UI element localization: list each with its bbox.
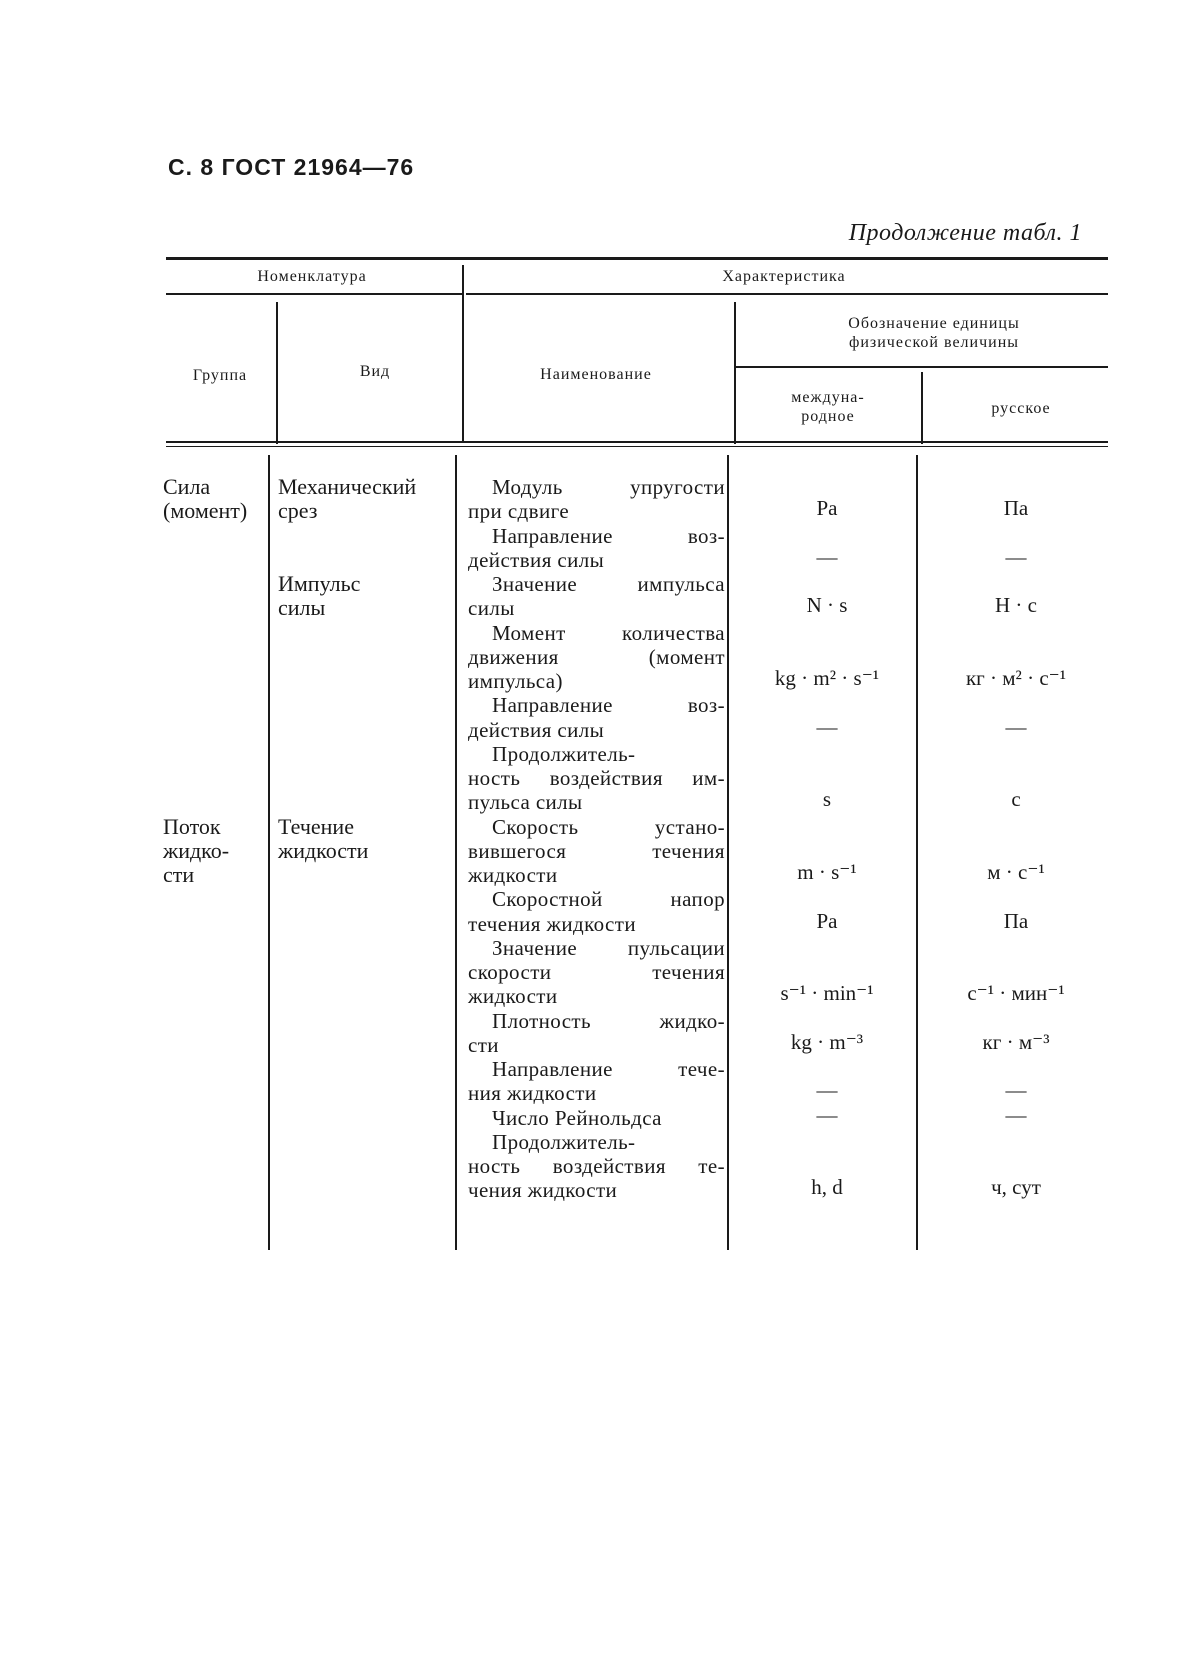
header-divider — [166, 293, 462, 295]
kind-cell: Импульс — [278, 571, 361, 596]
unit-russian: — — [1005, 1102, 1027, 1127]
name-cell-line: ность воздействия им- — [468, 766, 725, 790]
unit-russian: м · с⁻¹ — [987, 860, 1045, 884]
name-cell-line: импульса) — [468, 669, 563, 693]
header-unit-line: физической величины — [848, 334, 1020, 351]
name-cell-line: жидкости — [468, 984, 558, 1009]
unit-international: s⁻¹ · min⁻¹ — [780, 981, 874, 1006]
header-divider — [466, 293, 1108, 295]
unit-international: m · s⁻¹ — [797, 860, 857, 884]
unit-international: N · s — [806, 593, 848, 618]
unit-international: — — [816, 544, 838, 569]
name-cell-line: Значение пульсации — [492, 935, 725, 960]
unit-international: Pa — [816, 908, 838, 933]
unit-russian: Па — [1003, 496, 1029, 521]
header-kind: Вид — [359, 363, 391, 380]
kind-cell: жидкости — [278, 837, 369, 863]
header-russian: русское — [991, 400, 1051, 417]
name-cell-line: действия силы — [468, 717, 605, 742]
page-header: С. 8 ГОСТ 21964—76 — [168, 154, 415, 180]
unit-international: s — [822, 787, 832, 812]
unit-russian: Н · с — [995, 593, 1037, 618]
unit-international: kg · m⁻³ — [790, 1029, 864, 1054]
unit-international: — — [816, 1102, 838, 1127]
unit-russian: с — [1011, 787, 1021, 812]
unit-russian: — — [1005, 544, 1027, 569]
kind-cell: срез — [278, 498, 318, 524]
name-cell-line: движения (момент — [468, 644, 725, 669]
header-name: Наименование — [540, 366, 652, 383]
unit-international: h, d — [811, 1175, 843, 1200]
header-international — [791, 388, 864, 426]
kind-cell: Течение — [278, 813, 354, 839]
unit-international: — — [816, 714, 838, 739]
unit-russian: кг · м² · с⁻¹ — [965, 666, 1067, 690]
name-cell-line: Модуль упругости — [492, 475, 725, 499]
name-cell-line: силы — [468, 596, 515, 621]
column-divider — [921, 372, 923, 444]
unit-russian: Па — [1003, 908, 1029, 933]
unit-russian: — — [1005, 1078, 1027, 1103]
name-cell-line: Направление воз- — [492, 693, 725, 718]
header-nomenclature: Номенклатура — [257, 268, 367, 285]
column-divider — [727, 455, 729, 1250]
name-cell-line: Скорость устано- — [492, 814, 725, 839]
name-cell-line: вившегося течения — [468, 838, 725, 863]
name-cell-line: Момент количества — [492, 620, 725, 645]
header-bottom-rule — [166, 441, 1108, 443]
kind-cell: силы — [278, 595, 326, 621]
name-cell-line: Плотность жидко- — [492, 1008, 725, 1033]
unit-header-divider — [736, 366, 1108, 368]
group-cell: жидко- — [163, 837, 230, 863]
header-group: Группа — [192, 367, 248, 384]
column-divider — [734, 302, 736, 444]
name-cell-line: жидкости — [468, 863, 558, 887]
kind-cell: Механический — [278, 474, 417, 499]
unit-russian: — — [1005, 714, 1027, 739]
column-divider — [455, 455, 457, 1250]
unit-international: kg · m² · s⁻¹ — [774, 666, 880, 690]
group-cell: Поток — [163, 813, 221, 839]
name-cell-line: Значение импульса — [492, 572, 725, 596]
column-divider — [276, 302, 278, 444]
header-characteristic: Характеристика — [722, 268, 846, 285]
name-cell-line: Продолжитель- — [492, 741, 636, 766]
unit-international: Pa — [816, 496, 838, 521]
name-cell-line: Число Рейнольдса — [492, 1105, 662, 1130]
name-cell-line: действия силы — [468, 547, 605, 572]
table-continuation-caption: Продолжение табл. 1 — [848, 220, 1082, 246]
unit-russian: ч, сут — [991, 1175, 1041, 1200]
name-cell-line: чения жидкости — [468, 1178, 618, 1203]
name-cell-line: ния жидкости — [468, 1081, 597, 1106]
name-cell-line: ность воздействия те- — [468, 1154, 725, 1178]
header-international-line: междуна- — [791, 389, 865, 406]
name-cell-line: течения жидкости — [468, 911, 636, 936]
column-divider — [268, 455, 270, 1250]
name-cell-line: Направление тече- — [492, 1057, 725, 1081]
column-divider — [462, 265, 464, 443]
column-divider — [916, 455, 918, 1250]
group-cell: (момент) — [163, 498, 248, 524]
unit-international: — — [816, 1078, 838, 1103]
unit-russian: с⁻¹ · мин⁻¹ — [967, 981, 1065, 1006]
name-cell-line: сти — [468, 1032, 499, 1057]
name-cell-line: Скоростной напор — [492, 887, 725, 912]
name-cell-line: пульса силы — [468, 790, 583, 815]
group-cell: сти — [163, 862, 195, 887]
header-unit-line: Обозначение единицы — [848, 315, 1020, 332]
header-international-line: родное — [801, 408, 855, 425]
group-cell: Сила — [163, 474, 211, 499]
header-unit-designation — [848, 314, 1019, 352]
unit-russian: кг · м⁻³ — [982, 1029, 1050, 1054]
name-cell-line: Направление воз- — [492, 523, 725, 548]
table-top-rule — [166, 257, 1108, 260]
name-cell-line: скорости течения — [468, 960, 725, 984]
header-bottom-rule — [166, 446, 1108, 447]
name-cell-line: при сдвиге — [468, 499, 570, 524]
name-cell-line: Продолжитель- — [492, 1129, 636, 1154]
